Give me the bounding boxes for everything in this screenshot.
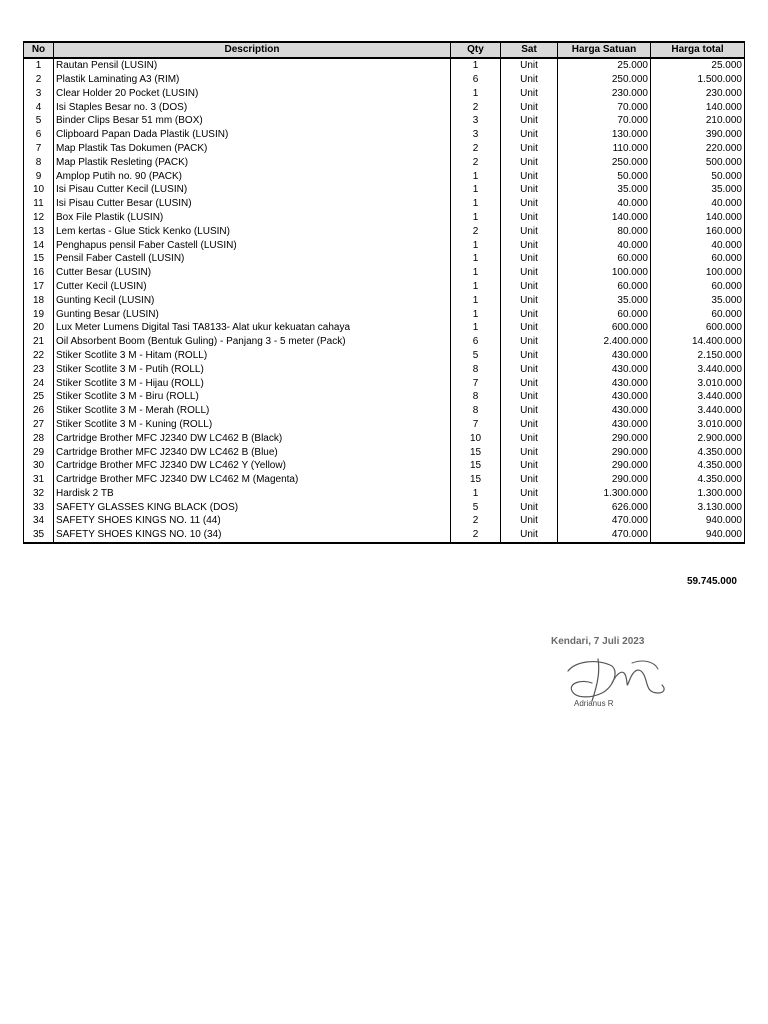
- cell-harga-total: 3.130.000: [651, 500, 745, 514]
- table-row: [24, 142, 745, 156]
- table-row: [24, 266, 745, 280]
- cell-harga-total: 2.150.000: [651, 349, 745, 363]
- table-row: [24, 321, 745, 335]
- table-body: [24, 58, 745, 543]
- table-row: [24, 224, 745, 238]
- header-qty: Qty: [451, 42, 501, 58]
- cell-harga-total: 3.440.000: [651, 390, 745, 404]
- cell-sat: Unit: [501, 473, 558, 487]
- table-row: [24, 197, 745, 211]
- cell-harga-total: 60.000: [651, 307, 745, 321]
- cell-harga-satuan: 470.000: [558, 528, 651, 543]
- cell-harga-satuan: 430.000: [558, 404, 651, 418]
- cell-harga-satuan: 250.000: [558, 155, 651, 169]
- cell-harga-satuan: 25.000: [558, 58, 651, 73]
- cell-harga-satuan: 290.000: [558, 459, 651, 473]
- cell-sat: Unit: [501, 197, 558, 211]
- cell-description: Lem kertas - Glue Stick Kenko (LUSIN): [54, 224, 451, 238]
- cell-harga-satuan: 290.000: [558, 473, 651, 487]
- cell-description: Hardisk 2 TB: [54, 487, 451, 501]
- table-row: [24, 307, 745, 321]
- cell-qty: 1: [451, 238, 501, 252]
- table-row: [24, 349, 745, 363]
- cell-description: Map Plastik Tas Dokumen (PACK): [54, 142, 451, 156]
- cell-description: Stiker Scotlite 3 M - Merah (ROLL): [54, 404, 451, 418]
- cell-sat: Unit: [501, 266, 558, 280]
- cell-description: Clipboard Papan Dada Plastik (LUSIN): [54, 128, 451, 142]
- cell-harga-satuan: 140.000: [558, 211, 651, 225]
- signer-name: Adrianus R: [574, 699, 614, 708]
- cell-harga-total: 600.000: [651, 321, 745, 335]
- table-row: [24, 183, 745, 197]
- cell-harga-total: 210.000: [651, 114, 745, 128]
- cell-harga-total: 940.000: [651, 528, 745, 543]
- cell-description: Stiker Scotlite 3 M - Hitam (ROLL): [54, 349, 451, 363]
- cell-harga-satuan: 35.000: [558, 293, 651, 307]
- cell-harga-total: 1.300.000: [651, 487, 745, 501]
- cell-no: 29: [24, 445, 54, 459]
- cell-no: 32: [24, 487, 54, 501]
- cell-no: 6: [24, 128, 54, 142]
- table-row: [24, 335, 745, 349]
- cell-description: Isi Pisau Cutter Besar (LUSIN): [54, 197, 451, 211]
- cell-qty: 1: [451, 183, 501, 197]
- cell-qty: 7: [451, 418, 501, 432]
- table-row: [24, 362, 745, 376]
- cell-description: Map Plastik Resleting (PACK): [54, 155, 451, 169]
- cell-no: 35: [24, 528, 54, 543]
- table-row: [24, 528, 745, 543]
- cell-no: 21: [24, 335, 54, 349]
- cell-harga-total: 390.000: [651, 128, 745, 142]
- table-row: [24, 514, 745, 528]
- cell-harga-satuan: 40.000: [558, 197, 651, 211]
- table-row: [24, 128, 745, 142]
- cell-qty: 15: [451, 445, 501, 459]
- cell-no: 7: [24, 142, 54, 156]
- cell-harga-satuan: 110.000: [558, 142, 651, 156]
- cell-no: 9: [24, 169, 54, 183]
- cell-sat: Unit: [501, 280, 558, 294]
- cell-qty: 2: [451, 514, 501, 528]
- cell-sat: Unit: [501, 211, 558, 225]
- table-row: [24, 114, 745, 128]
- cell-harga-satuan: 430.000: [558, 418, 651, 432]
- table-row: [24, 155, 745, 169]
- cell-harga-total: 4.350.000: [651, 473, 745, 487]
- table-row: [24, 73, 745, 87]
- cell-harga-satuan: 626.000: [558, 500, 651, 514]
- cell-no: 4: [24, 100, 54, 114]
- cell-harga-total: 160.000: [651, 224, 745, 238]
- cell-description: Stiker Scotlite 3 M - Hijau (ROLL): [54, 376, 451, 390]
- items-table: [23, 41, 745, 544]
- cell-description: Plastik Laminating A3 (RIM): [54, 73, 451, 87]
- cell-sat: Unit: [501, 376, 558, 390]
- cell-qty: 15: [451, 459, 501, 473]
- cell-harga-total: 25.000: [651, 58, 745, 73]
- cell-harga-total: 220.000: [651, 142, 745, 156]
- cell-qty: 1: [451, 211, 501, 225]
- cell-description: Pensil Faber Castell (LUSIN): [54, 252, 451, 266]
- cell-description: Stiker Scotlite 3 M - Kuning (ROLL): [54, 418, 451, 432]
- cell-no: 13: [24, 224, 54, 238]
- cell-no: 3: [24, 86, 54, 100]
- table-row: [24, 487, 745, 501]
- cell-sat: Unit: [501, 307, 558, 321]
- cell-harga-total: 60.000: [651, 252, 745, 266]
- cell-qty: 5: [451, 500, 501, 514]
- cell-no: 31: [24, 473, 54, 487]
- cell-harga-total: 2.900.000: [651, 431, 745, 445]
- cell-sat: Unit: [501, 58, 558, 73]
- cell-qty: 1: [451, 266, 501, 280]
- cell-no: 2: [24, 73, 54, 87]
- cell-no: 5: [24, 114, 54, 128]
- table-row: [24, 169, 745, 183]
- cell-qty: 1: [451, 86, 501, 100]
- cell-qty: 7: [451, 376, 501, 390]
- cell-description: Stiker Scotlite 3 M - Putih (ROLL): [54, 362, 451, 376]
- cell-no: 33: [24, 500, 54, 514]
- cell-sat: Unit: [501, 293, 558, 307]
- cell-description: Cartridge Brother MFC J2340 DW LC462 Y (Yellow): [54, 459, 451, 473]
- cell-qty: 1: [451, 307, 501, 321]
- cell-harga-satuan: 230.000: [558, 86, 651, 100]
- cell-no: 27: [24, 418, 54, 432]
- cell-description: Penghapus pensil Faber Castell (LUSIN): [54, 238, 451, 252]
- cell-qty: 8: [451, 390, 501, 404]
- table-row: [24, 500, 745, 514]
- cell-description: Cutter Kecil (LUSIN): [54, 280, 451, 294]
- table-row: [24, 390, 745, 404]
- table-row: [24, 445, 745, 459]
- cell-sat: Unit: [501, 73, 558, 87]
- cell-sat: Unit: [501, 128, 558, 142]
- cell-harga-total: 35.000: [651, 293, 745, 307]
- cell-no: 20: [24, 321, 54, 335]
- header-description: Description: [54, 42, 451, 58]
- cell-description: Rautan Pensil (LUSIN): [54, 58, 451, 73]
- cell-qty: 1: [451, 58, 501, 73]
- cell-harga-total: 500.000: [651, 155, 745, 169]
- cell-description: Gunting Besar (LUSIN): [54, 307, 451, 321]
- cell-no: 26: [24, 404, 54, 418]
- cell-qty: 1: [451, 321, 501, 335]
- cell-qty: 1: [451, 293, 501, 307]
- cell-sat: Unit: [501, 445, 558, 459]
- cell-sat: Unit: [501, 238, 558, 252]
- cell-no: 18: [24, 293, 54, 307]
- cell-sat: Unit: [501, 349, 558, 363]
- cell-harga-satuan: 80.000: [558, 224, 651, 238]
- cell-harga-satuan: 1.300.000: [558, 487, 651, 501]
- cell-description: Box File Plastik (LUSIN): [54, 211, 451, 225]
- cell-description: Isi Pisau Cutter Kecil (LUSIN): [54, 183, 451, 197]
- cell-no: 16: [24, 266, 54, 280]
- header-sat: Sat: [501, 42, 558, 58]
- cell-harga-satuan: 290.000: [558, 431, 651, 445]
- cell-harga-satuan: 70.000: [558, 114, 651, 128]
- cell-harga-total: 35.000: [651, 183, 745, 197]
- cell-harga-total: 4.350.000: [651, 459, 745, 473]
- table-row: [24, 293, 745, 307]
- cell-qty: 1: [451, 280, 501, 294]
- table-row: [24, 100, 745, 114]
- cell-sat: Unit: [501, 528, 558, 543]
- table-row: [24, 459, 745, 473]
- cell-description: Stiker Scotlite 3 M - Biru (ROLL): [54, 390, 451, 404]
- cell-qty: 6: [451, 335, 501, 349]
- cell-sat: Unit: [501, 514, 558, 528]
- cell-sat: Unit: [501, 459, 558, 473]
- cell-no: 28: [24, 431, 54, 445]
- cell-description: Binder Clips Besar 51 mm (BOX): [54, 114, 451, 128]
- cell-sat: Unit: [501, 390, 558, 404]
- cell-no: 1: [24, 58, 54, 73]
- cell-qty: 2: [451, 224, 501, 238]
- grand-total: 59.745.000: [686, 576, 737, 587]
- cell-no: 8: [24, 155, 54, 169]
- cell-no: 15: [24, 252, 54, 266]
- cell-sat: Unit: [501, 114, 558, 128]
- cell-qty: 8: [451, 362, 501, 376]
- cell-description: Cartridge Brother MFC J2340 DW LC462 B (Black): [54, 431, 451, 445]
- table-header: [24, 42, 745, 58]
- cell-description: Lux Meter Lumens Digital Tasi TA8133- Alat ukur kekuatan cahaya: [54, 321, 451, 335]
- cell-sat: Unit: [501, 155, 558, 169]
- cell-qty: 15: [451, 473, 501, 487]
- table-row: [24, 280, 745, 294]
- table-row: [24, 473, 745, 487]
- cell-qty: 2: [451, 155, 501, 169]
- header-harga-satuan: Harga Satuan: [558, 42, 651, 58]
- cell-qty: 2: [451, 100, 501, 114]
- cell-qty: 1: [451, 197, 501, 211]
- cell-harga-satuan: 430.000: [558, 349, 651, 363]
- cell-harga-total: 1.500.000: [651, 73, 745, 87]
- cell-qty: 1: [451, 169, 501, 183]
- cell-description: Clear Holder 20 Pocket (LUSIN): [54, 86, 451, 100]
- cell-no: 34: [24, 514, 54, 528]
- cell-harga-satuan: 430.000: [558, 390, 651, 404]
- cell-harga-satuan: 60.000: [558, 252, 651, 266]
- cell-description: SAFETY SHOES KINGS NO. 11 (44): [54, 514, 451, 528]
- cell-description: Cartridge Brother MFC J2340 DW LC462 M (Magenta): [54, 473, 451, 487]
- cell-harga-satuan: 470.000: [558, 514, 651, 528]
- cell-harga-satuan: 290.000: [558, 445, 651, 459]
- cell-sat: Unit: [501, 169, 558, 183]
- table-row: [24, 86, 745, 100]
- cell-no: 17: [24, 280, 54, 294]
- cell-description: Gunting Kecil (LUSIN): [54, 293, 451, 307]
- cell-qty: 1: [451, 252, 501, 266]
- cell-harga-total: 40.000: [651, 238, 745, 252]
- table-row: [24, 58, 745, 73]
- cell-qty: 2: [451, 142, 501, 156]
- cell-harga-total: 140.000: [651, 211, 745, 225]
- cell-harga-total: 50.000: [651, 169, 745, 183]
- cell-harga-total: 100.000: [651, 266, 745, 280]
- cell-harga-satuan: 250.000: [558, 73, 651, 87]
- cell-sat: Unit: [501, 362, 558, 376]
- cell-no: 30: [24, 459, 54, 473]
- cell-harga-satuan: 35.000: [558, 183, 651, 197]
- cell-no: 22: [24, 349, 54, 363]
- header-no: No: [24, 42, 54, 58]
- cell-sat: Unit: [501, 252, 558, 266]
- cell-sat: Unit: [501, 142, 558, 156]
- table-row: [24, 238, 745, 252]
- cell-harga-total: 3.440.000: [651, 362, 745, 376]
- cell-harga-total: 60.000: [651, 280, 745, 294]
- cell-no: 25: [24, 390, 54, 404]
- cell-harga-satuan: 600.000: [558, 321, 651, 335]
- cell-description: SAFETY GLASSES KING BLACK (DOS): [54, 500, 451, 514]
- cell-sat: Unit: [501, 321, 558, 335]
- cell-no: 10: [24, 183, 54, 197]
- cell-qty: 3: [451, 114, 501, 128]
- cell-harga-satuan: 50.000: [558, 169, 651, 183]
- cell-harga-total: 4.350.000: [651, 445, 745, 459]
- cell-qty: 1: [451, 487, 501, 501]
- table-row: [24, 431, 745, 445]
- cell-harga-satuan: 2.400.000: [558, 335, 651, 349]
- cell-sat: Unit: [501, 500, 558, 514]
- cell-qty: 2: [451, 528, 501, 543]
- cell-description: Cutter Besar (LUSIN): [54, 266, 451, 280]
- cell-harga-satuan: 70.000: [558, 100, 651, 114]
- cell-no: 19: [24, 307, 54, 321]
- cell-harga-satuan: 430.000: [558, 362, 651, 376]
- cell-sat: Unit: [501, 418, 558, 432]
- cell-no: 11: [24, 197, 54, 211]
- cell-sat: Unit: [501, 224, 558, 238]
- cell-qty: 3: [451, 128, 501, 142]
- cell-sat: Unit: [501, 404, 558, 418]
- cell-harga-total: 14.400.000: [651, 335, 745, 349]
- cell-harga-total: 230.000: [651, 86, 745, 100]
- cell-description: SAFETY SHOES KINGS NO. 10 (34): [54, 528, 451, 543]
- cell-description: Cartridge Brother MFC J2340 DW LC462 B (Blue): [54, 445, 451, 459]
- cell-harga-satuan: 60.000: [558, 280, 651, 294]
- table-row: [24, 211, 745, 225]
- cell-sat: Unit: [501, 100, 558, 114]
- cell-sat: Unit: [501, 183, 558, 197]
- cell-no: 23: [24, 362, 54, 376]
- cell-qty: 10: [451, 431, 501, 445]
- cell-description: Isi Staples Besar no. 3 (DOS): [54, 100, 451, 114]
- cell-sat: Unit: [501, 86, 558, 100]
- cell-sat: Unit: [501, 431, 558, 445]
- cell-no: 14: [24, 238, 54, 252]
- cell-description: Oil Absorbent Boom (Bentuk Guling) - Panjang 3 - 5 meter (Pack): [54, 335, 451, 349]
- cell-no: 24: [24, 376, 54, 390]
- place-date: Kendari, 7 Juli 2023: [551, 636, 645, 647]
- cell-harga-total: 3.010.000: [651, 418, 745, 432]
- cell-sat: Unit: [501, 487, 558, 501]
- cell-description: Amplop Putih no. 90 (PACK): [54, 169, 451, 183]
- cell-qty: 6: [451, 73, 501, 87]
- cell-harga-total: 3.440.000: [651, 404, 745, 418]
- cell-harga-total: 940.000: [651, 514, 745, 528]
- cell-no: 12: [24, 211, 54, 225]
- table-row: [24, 376, 745, 390]
- cell-qty: 8: [451, 404, 501, 418]
- header-harga-total: Harga total: [651, 42, 745, 58]
- table-row: [24, 418, 745, 432]
- table-row: [24, 404, 745, 418]
- cell-harga-total: 3.010.000: [651, 376, 745, 390]
- cell-harga-satuan: 100.000: [558, 266, 651, 280]
- table-row: [24, 252, 745, 266]
- cell-qty: 5: [451, 349, 501, 363]
- cell-harga-total: 40.000: [651, 197, 745, 211]
- cell-sat: Unit: [501, 335, 558, 349]
- cell-harga-satuan: 130.000: [558, 128, 651, 142]
- cell-harga-total: 140.000: [651, 100, 745, 114]
- cell-harga-satuan: 430.000: [558, 376, 651, 390]
- cell-harga-satuan: 60.000: [558, 307, 651, 321]
- cell-harga-satuan: 40.000: [558, 238, 651, 252]
